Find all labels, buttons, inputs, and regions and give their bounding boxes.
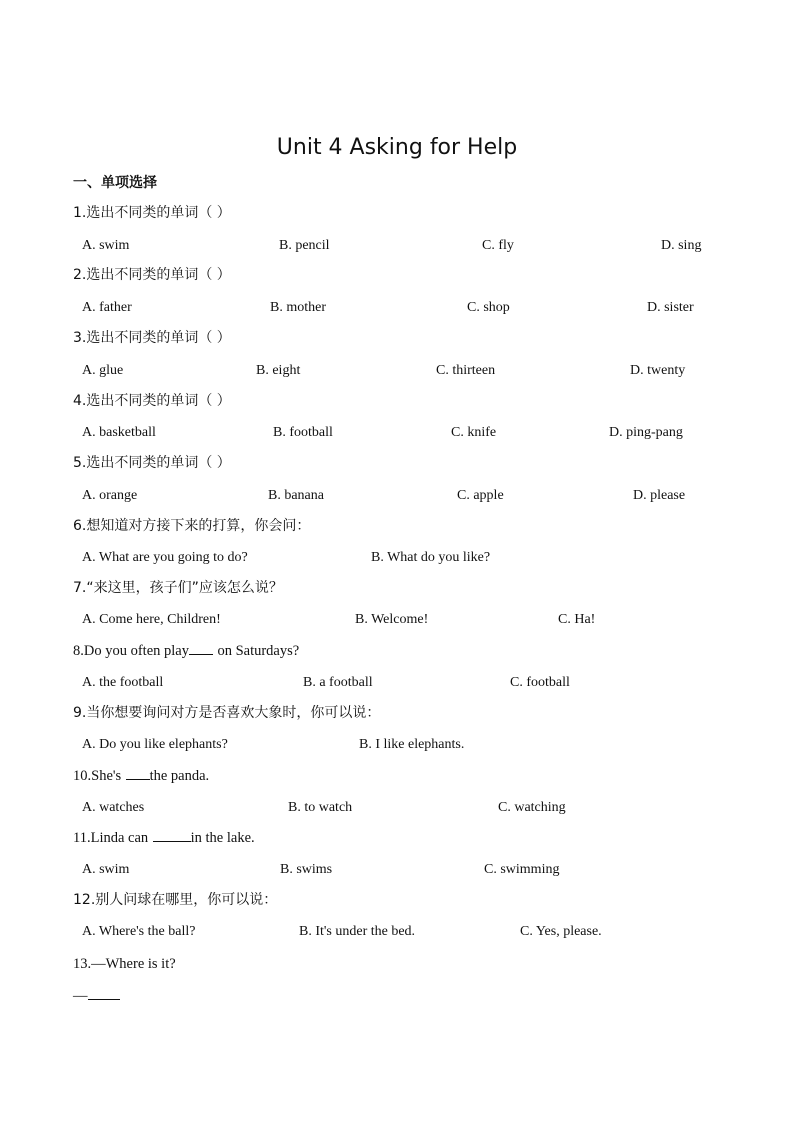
- question-6-stem: 6.想知道对方接下来的打算，你会问：: [73, 518, 311, 534]
- question-5-option-c[interactable]: C. apple: [457, 488, 504, 503]
- question-7-option-a[interactable]: A. Come here, Children!: [82, 612, 221, 627]
- question-13-answer-dash: —: [73, 988, 88, 1004]
- question-3-option-a[interactable]: A. glue: [82, 363, 124, 378]
- question-11-option-a[interactable]: A. swim: [82, 862, 130, 877]
- question-1-option-d[interactable]: D. sing: [661, 238, 702, 253]
- question-3-option-b[interactable]: B. eight: [256, 363, 301, 378]
- question-11-stem-before: 11.Linda can: [73, 830, 149, 846]
- question-11-option-b[interactable]: B. swims: [280, 862, 333, 877]
- question-3-stem: 3.选出不同类的单词（ ）: [73, 330, 231, 346]
- question-12-stem: 12.别人问球在哪里，你可以说：: [73, 892, 278, 908]
- question-8-blank[interactable]: [189, 640, 213, 655]
- question-8-option-c[interactable]: C. football: [510, 675, 570, 690]
- question-4-option-b[interactable]: B. football: [273, 425, 333, 440]
- question-2-option-b[interactable]: B. mother: [270, 300, 326, 315]
- question-3-option-d[interactable]: D. twenty: [630, 363, 686, 378]
- question-5-stem: 5.选出不同类的单词（ ）: [73, 455, 231, 471]
- question-12-option-a[interactable]: A. Where's the ball?: [82, 924, 196, 939]
- question-11-stem: [73, 827, 255, 849]
- question-12-option-b[interactable]: B. It's under the bed.: [299, 924, 416, 939]
- section-heading: 一、单项选择: [73, 175, 157, 191]
- question-2-option-c[interactable]: C. shop: [467, 300, 510, 315]
- question-4-option-d[interactable]: D. ping-pang: [609, 425, 683, 440]
- page-title: Unit 4 Asking for Help: [276, 135, 518, 160]
- question-11-stem-after: in the lake.: [190, 830, 255, 846]
- question-1-stem: 1.选出不同类的单词（ ）: [73, 205, 231, 221]
- question-7-option-c[interactable]: C. Ha!: [558, 612, 596, 627]
- question-13-answer-line: [73, 985, 120, 1007]
- question-9-stem: 9.当你想要询问对方是否喜欢大象时，你可以说：: [73, 705, 381, 721]
- question-4-option-a[interactable]: A. basketball: [82, 425, 156, 440]
- question-13-stem-text: 13.—Where is it?: [73, 956, 176, 972]
- question-8-stem: [73, 640, 299, 662]
- question-1-option-a[interactable]: A. swim: [82, 238, 130, 253]
- question-7-option-b[interactable]: B. Welcome!: [355, 612, 429, 627]
- question-10-stem: [73, 765, 209, 787]
- question-2-option-a[interactable]: A. father: [82, 300, 132, 315]
- question-10-option-c[interactable]: C. watching: [498, 800, 566, 815]
- question-5-option-d[interactable]: D. please: [633, 488, 686, 503]
- question-1-option-c[interactable]: C. fly: [482, 238, 514, 253]
- question-10-stem-before: 10.She's: [73, 768, 122, 784]
- question-4-option-c[interactable]: C. knife: [451, 425, 497, 440]
- question-6-option-b[interactable]: B. What do you like?: [371, 550, 491, 565]
- question-1-option-b[interactable]: B. pencil: [279, 238, 330, 253]
- question-8-stem-after: on Saturdays?: [217, 643, 300, 659]
- question-7-stem: 7.“来这里，孩子们”应该怎么说？: [73, 580, 283, 596]
- question-13-stem: [73, 953, 176, 975]
- question-10-stem-after: the panda.: [149, 768, 210, 784]
- question-3-option-c[interactable]: C. thirteen: [436, 363, 496, 378]
- question-8-stem-before: 8.Do you often play: [73, 643, 189, 659]
- question-9-option-a[interactable]: A. Do you like elephants?: [82, 737, 228, 752]
- question-11-blank[interactable]: [153, 827, 191, 842]
- question-6-option-a[interactable]: A. What are you going to do?: [82, 550, 248, 565]
- question-12-option-c[interactable]: C. Yes, please.: [520, 924, 602, 939]
- question-4-stem: 4.选出不同类的单词（ ）: [73, 393, 231, 409]
- question-8-option-a[interactable]: A. the football: [82, 675, 164, 690]
- question-8-option-b[interactable]: B. a football: [303, 675, 373, 690]
- question-9-option-b[interactable]: B. I like elephants.: [359, 737, 465, 752]
- question-10-option-b[interactable]: B. to watch: [288, 800, 353, 815]
- question-13-blank[interactable]: [88, 985, 120, 1000]
- question-10-blank[interactable]: [126, 765, 150, 780]
- question-2-stem: 2.选出不同类的单词（ ）: [73, 267, 231, 283]
- question-5-option-b[interactable]: B. banana: [268, 488, 324, 503]
- question-11-option-c[interactable]: C. swimming: [484, 862, 560, 877]
- question-2-option-d[interactable]: D. sister: [647, 300, 694, 315]
- question-5-option-a[interactable]: A. orange: [82, 488, 138, 503]
- question-10-option-a[interactable]: A. watches: [82, 800, 145, 815]
